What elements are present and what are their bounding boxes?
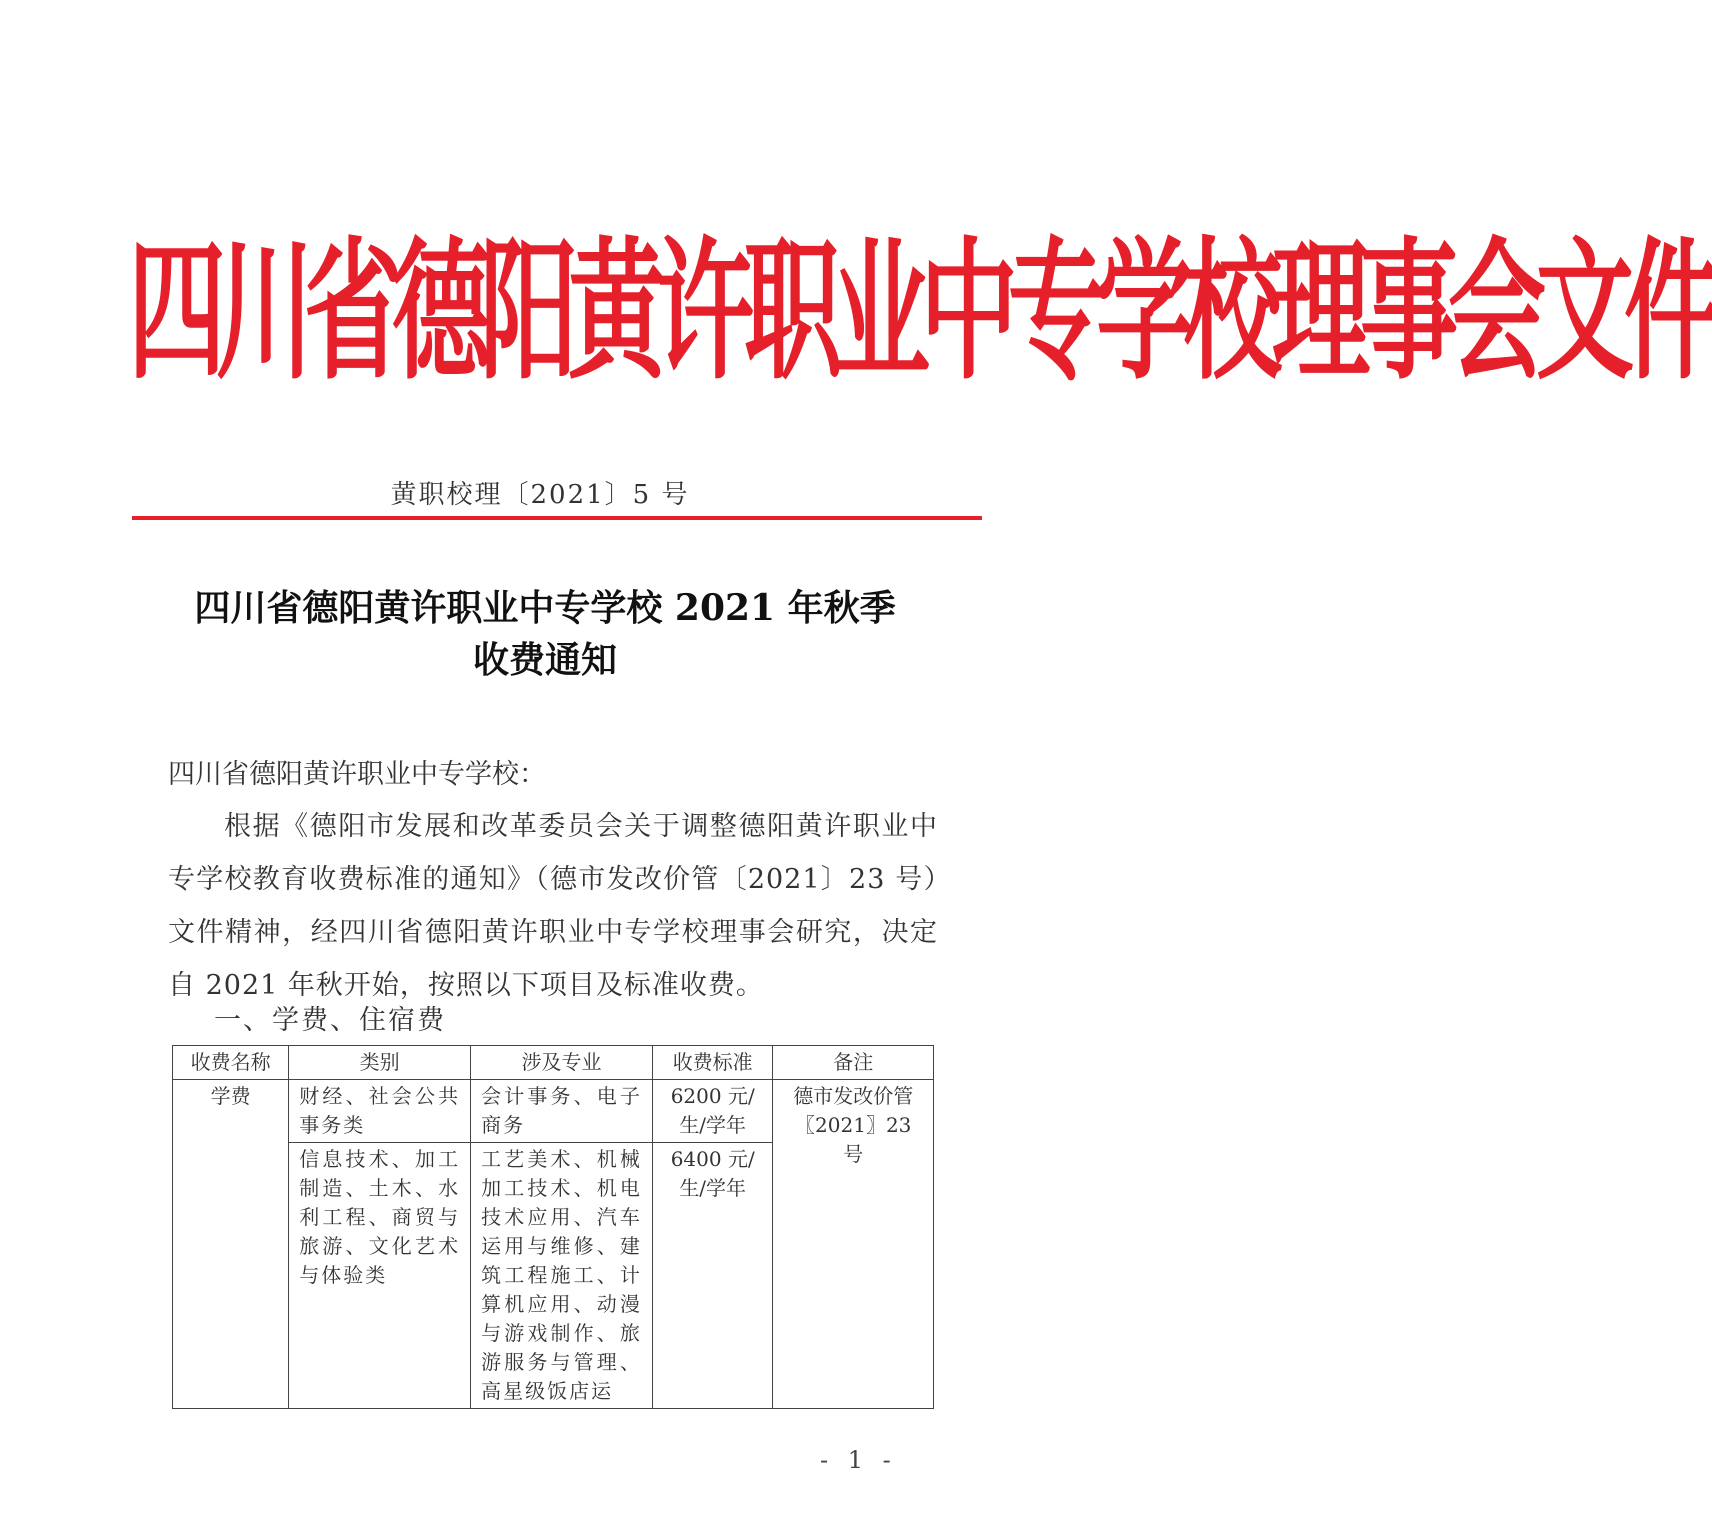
- fee-table: [172, 1045, 934, 1409]
- header-standard: 收费标准: [652, 1046, 773, 1080]
- fee-name-cell: 学费: [173, 1080, 289, 1409]
- notice-title: [120, 582, 970, 686]
- header-majors: 涉及专业: [471, 1046, 653, 1080]
- header-remark: 备注: [773, 1046, 934, 1080]
- header-title: 四川省德阳黄许职业中专学校理事会文件: [128, 224, 1712, 402]
- table-header-row: [173, 1046, 934, 1080]
- remark-cell: 德市发改价管〖2021〗23 号: [773, 1080, 934, 1409]
- notice-title-line1: 四川省德阳黄许职业中专学校 2021 年秋季: [194, 587, 896, 629]
- body-paragraph: 根据《德阳市发展和改革委员会关于调整德阳黄许职业中专学校教育收费标准的通知》（德市发改价管〔2021〕23 号）文件精神，经四川省德阳黄许职业中专学校理事会研究，决定自 2021 年秋开始，按照以下项目及标准收费。: [168, 811, 938, 1001]
- header-fee-name: 收费名称: [173, 1046, 289, 1080]
- document-number: 黄职校理〔2021〕5 号: [390, 480, 690, 510]
- header-category: 类别: [289, 1046, 471, 1080]
- standard-cell: 6400 元/生/学年: [652, 1143, 773, 1409]
- red-divider: [132, 516, 982, 520]
- notice-title-line2: 收费通知: [472, 639, 617, 681]
- category-cell: 信息技术、加工制造、土木、水利工程、商贸与旅游、文化艺术与体验类: [289, 1143, 471, 1409]
- section-heading: 一、学费、住宿费: [214, 1005, 446, 1036]
- category-cell: 财经、社会公共事务类: [289, 1080, 471, 1143]
- salutation: 四川省德阳黄许职业中专学校：: [168, 759, 546, 790]
- page-number: - 1 -: [820, 1446, 897, 1474]
- majors-cell: 工艺美术、机械加工技术、机电技术应用、汽车运用与维修、建筑工程施工、计算机应用、动漫与游戏制作、旅游服务与管理、高星级饭店运: [471, 1143, 653, 1409]
- standard-cell: 6200 元/生/学年: [652, 1080, 773, 1143]
- majors-cell: 会计事务、电子商务: [471, 1080, 653, 1143]
- table-row: [173, 1080, 934, 1143]
